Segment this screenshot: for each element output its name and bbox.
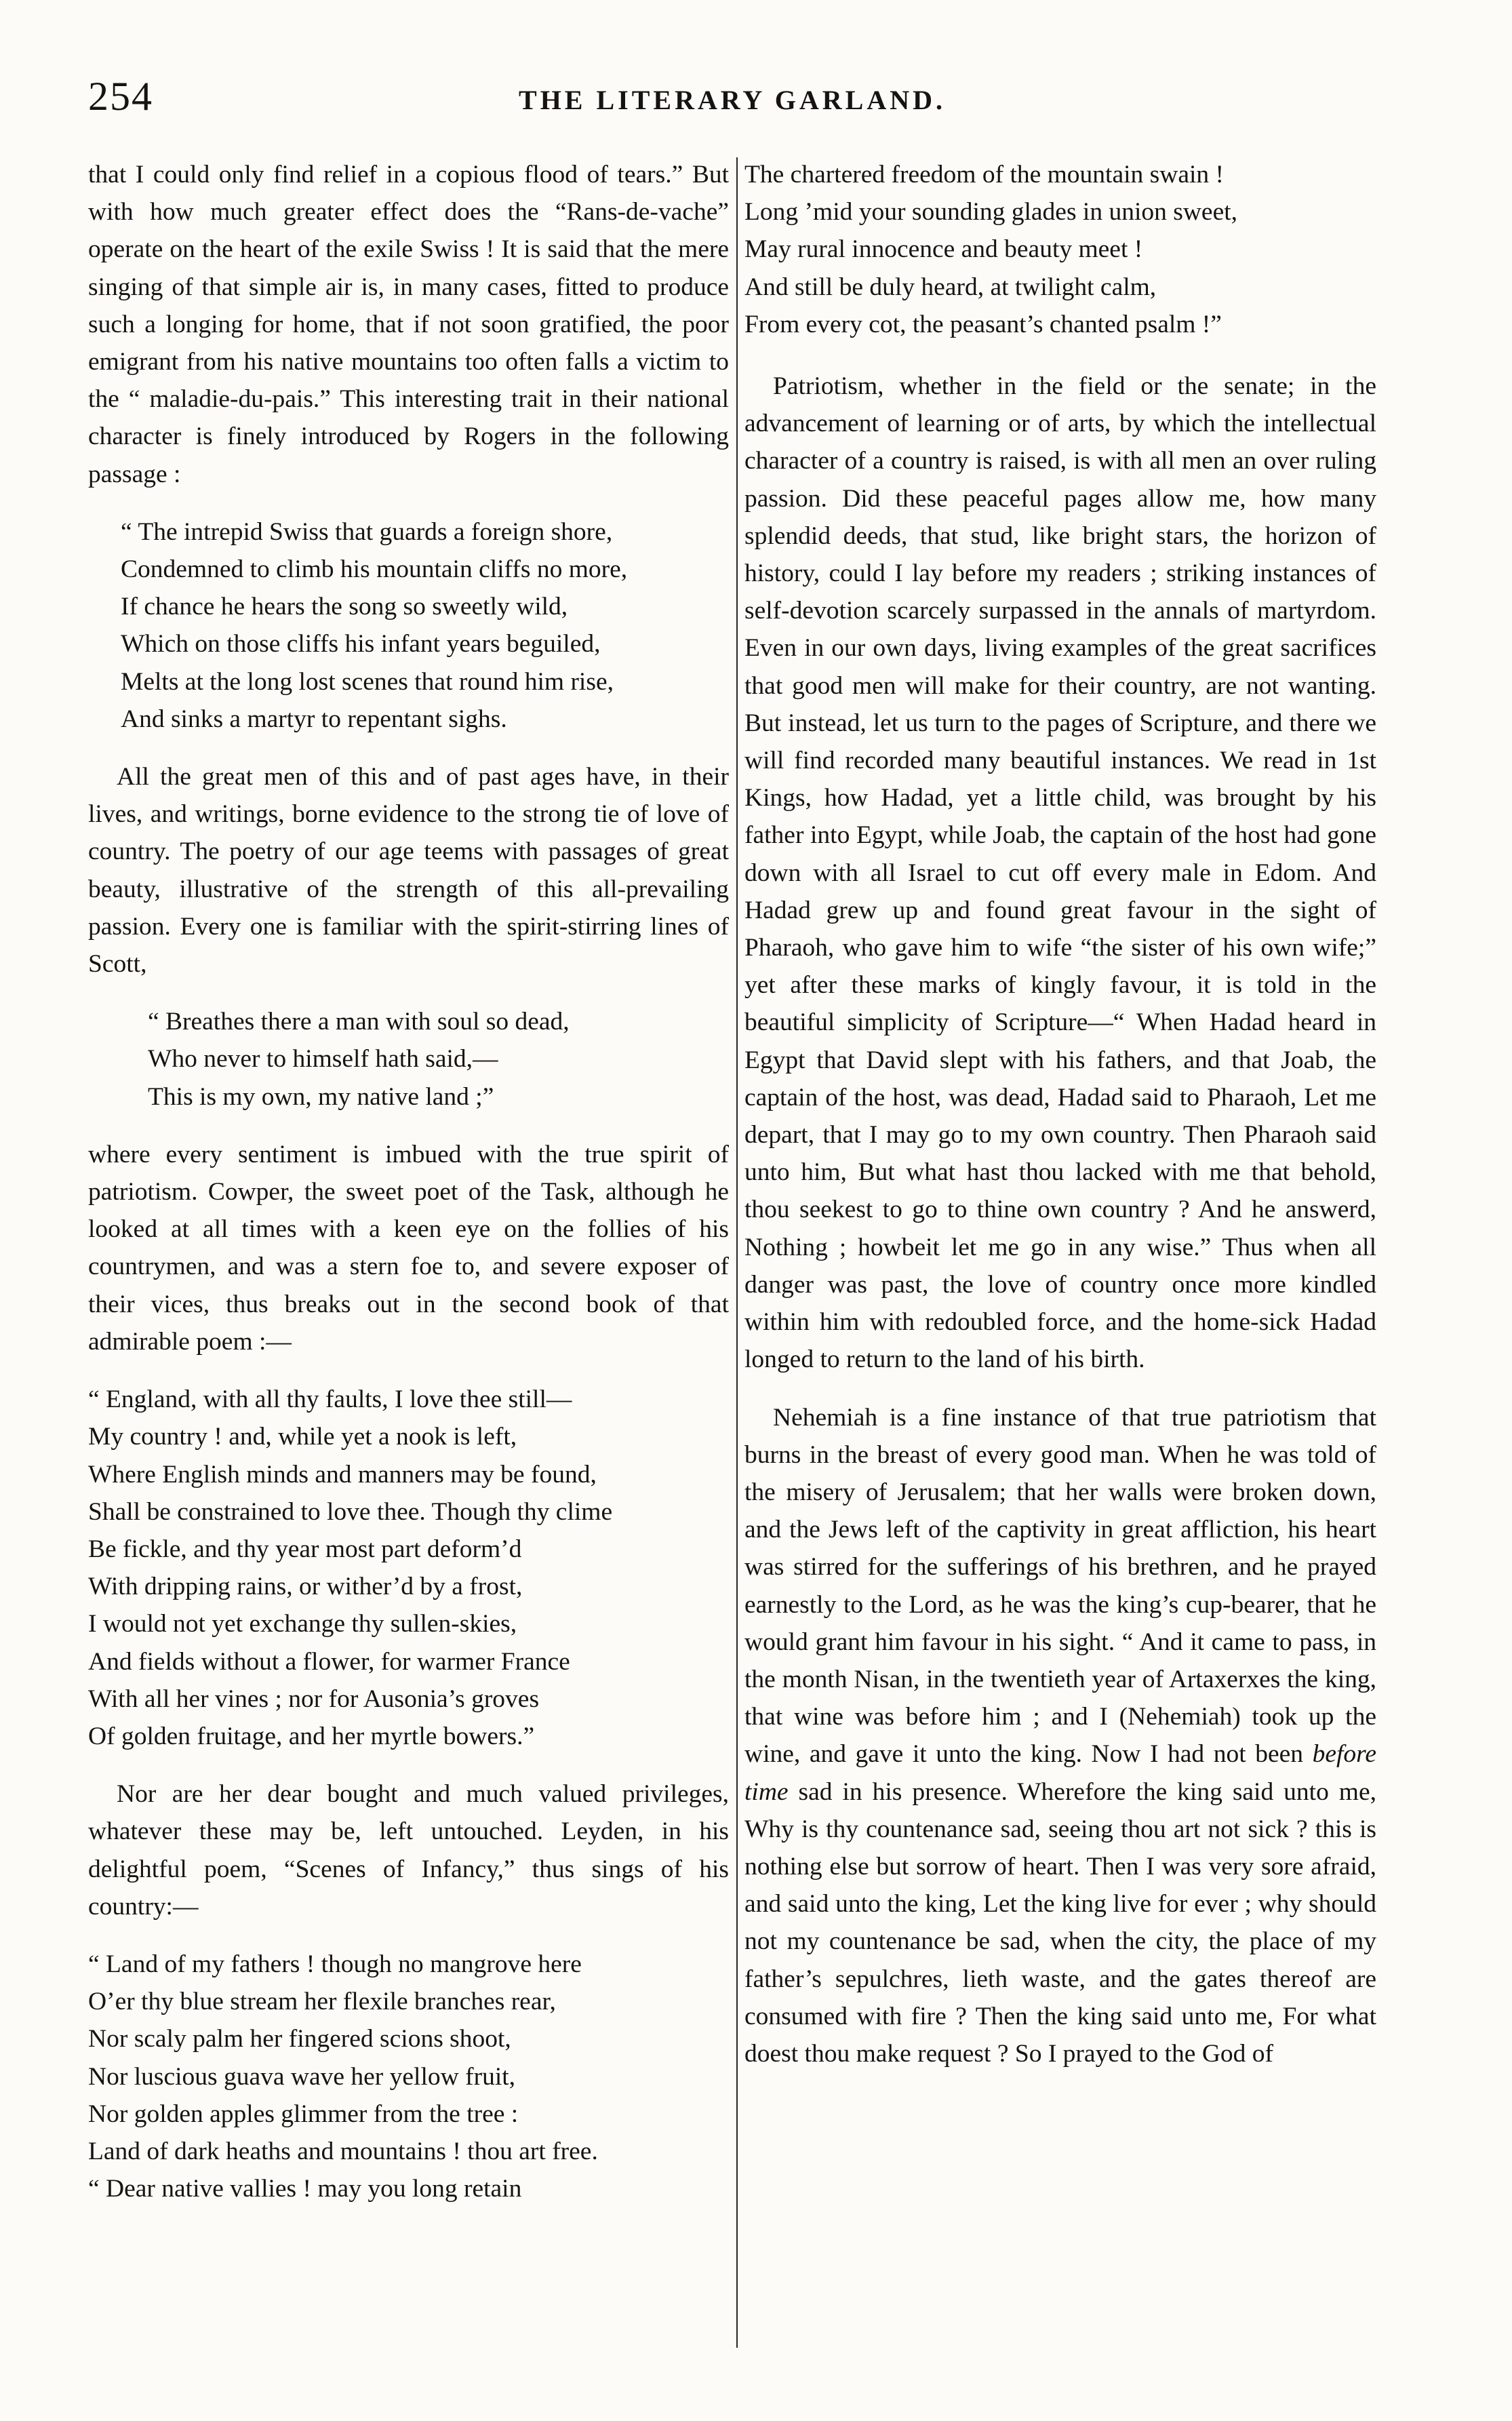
verse-scott: [88, 1003, 729, 1116]
paragraph: Patriotism, whether in the field or the senate; in the advancement of learning or of arts, by which the intellectual character of a country is raised, is with all men an over ruling passion. Did these peaceful pages allow me, how many splendid deeds, that stud, like bright stars, the horizon of history, could I lay before my readers ; striking instances of self-devotion scarcely surpassed in the annals of martyrdom. Even in our own days, living examples of the great sacrifices that good men will make for their country, are not wanting. But instead, let us turn to the pages of Scripture, and there we will find recorded many beautiful instances. We read in 1st Kings, how Hadad, yet a little child, was brought by his father into Egypt, while Joab, the captain of the host had gone down with all Israel to cut off every male in Edom. And Hadad grew up and found great favour in the sight of Pharaoh, who gave him to wife “the sister of his own wife;” yet after these marks of kingly favour, it is told in the beautiful simplicity of Scripture—“ When Hadad heard in Egypt that David slept with his fathers, and that Joab, the captain of the host, was dead, Hadad said to Pharaoh, Let me depart, that I may go to my own country. Then Pharaoh said unto him, But what hast thou lacked with me that behold, thou seekest to go to thine own country ? And he answerd, Nothing ; howbeit let me go in any wise.” Thus when all danger was past, the love of country once more kindled within him with redoubled force, and the home-sick Hadad longed to return to the land of his birth.: [744, 372, 1376, 1374]
verse-leyden: [88, 1946, 729, 2207]
verse-line: Shall be constrained to love thee. Though thy clime: [88, 1497, 613, 1526]
verse-rogers: [88, 513, 729, 738]
column-divider: [736, 157, 738, 2348]
verse-line: Condemned to climb his mountain cliffs no more,: [121, 555, 628, 584]
paragraph: Nor are her dear bought and much valued privileges, whatever these may be, left untouched. Leyden, in his delightful poem, “Scenes of Infancy,” thus sings of his country:—: [88, 1780, 729, 1921]
paragraph-text: sad in his presence. Wherefore the king said unto me, Why is thy countenance sad, seeing thou art not sick ? this is nothing else but sorrow of heart. Then I was very sore afraid, and said unto the king, Let the king live for ever ; why should not my countenance be sad, when the city, the place of my father’s sepulchres, lieth waste, and the gates thereof are consumed with fire ? Then the king said unto me, For what doest thou make request ? So I prayed to the God of: [744, 1777, 1376, 2068]
verse-line: O’er thy blue stream her flexile branches rear,: [88, 1988, 556, 2016]
verse-line: Who never to himself hath said,—: [148, 1045, 498, 1074]
verse-line: Where English minds and manners may be found,: [88, 1460, 597, 1489]
verse-line: And sinks a martyr to repentant sighs.: [121, 705, 507, 733]
verse-line: And still be duly heard, at twilight calm,: [744, 273, 1157, 301]
page-header: [88, 73, 1376, 121]
paragraph: [744, 1399, 1376, 2073]
verse-leyden-continued: [744, 156, 1376, 343]
verse-line: Which on those cliffs his infant years beguiled,: [121, 630, 601, 658]
verse-line: My country ! and, while yet a nook is left,: [88, 1423, 517, 1451]
verse-line: This is my own, my native land ;”: [148, 1082, 494, 1111]
verse-line: I would not yet exchange thy sullen-skies,: [88, 1610, 517, 1638]
verse-line: “ England, with all thy faults, I love thee still—: [88, 1385, 572, 1414]
paragraph: All the great men of this and of past ages have, in their lives, and writings, borne evidence to the strong tie of love of country. The poetry of our age teems with passages of great beauty, illustrative of the strength of this all-prevailing passion. Every one is familiar with the spirit-stirring lines of Scott,: [88, 763, 729, 979]
verse-line: Of golden fruitage, and her myrtle bowers.”: [88, 1722, 535, 1750]
verse-line: “ Dear native vallies ! may you long retain: [88, 2175, 522, 2203]
paragraph-text: Nehemiah is a fine instance of that true patriotism that burns in the breast of every good man. When he was told of the misery of Jerusalem; that her walls were broken down, and the Jews left of the captivity in great affliction, his heart was stirred for the sufferings of his brethren, and he prayed earnestly to the Lord, as he was the king’s cup-bearer, that he would grant him favour in his sight. “ And it came to pass, in the month Nisan, in the twentieth year of Artaxerxes the king, that wine was before him ; and I (Nehemiah) took up the wine, and gave it unto the king. Now I had not been: [744, 1403, 1376, 1769]
running-title: THE LITERARY GARLAND.: [519, 85, 946, 115]
verse-line: If chance he hears the song so sweetly wild,: [121, 593, 568, 621]
verse-line: Land of dark heaths and mountains ! thou art free.: [88, 2137, 598, 2165]
verse-line: Be fickle, and thy year most part deform’d: [88, 1535, 522, 1563]
verse-line: From every cot, the peasant’s chanted psalm !”: [744, 310, 1222, 338]
verse-line: The chartered freedom of the mountain swain !: [744, 161, 1225, 189]
verse-line: With all her vines ; nor for Ausonia’s groves: [88, 1685, 540, 1713]
paragraph: where every sentiment is imbued with the true spirit of patriotism. Cowper, the sweet poet of the Task, although he looked at all times with a keen eye on the follies of his countrymen, and was a stern foe to, and severe exposer of their vices, thus breaks out in the second book of that admirable poem :—: [88, 1140, 729, 1356]
verse-line: Long ’mid your sounding glades in union sweet,: [744, 198, 1238, 227]
verse-line: “ The intrepid Swiss that guards a foreign shore,: [121, 517, 613, 546]
verse-line: Nor golden apples glimmer from the tree :: [88, 2100, 519, 2128]
verse-line: “ Land of my fathers ! though no mangrove here: [88, 1950, 582, 1978]
verse-line: Melts at the long lost scenes that round him rise,: [121, 667, 614, 696]
left-column: [88, 156, 729, 2228]
italic-phrase: before time: [744, 1740, 1376, 1806]
verse-line: And fields without a flower, for warmer France: [88, 1647, 570, 1676]
right-column: [744, 156, 1376, 2072]
verse-line: Nor luscious guava wave her yellow fruit,: [88, 2062, 516, 2091]
verse-line: Nor scaly palm her fingered scions shoot,: [88, 2025, 511, 2053]
verse-cowper: [88, 1381, 729, 1755]
paragraph-gap: [744, 1379, 1376, 1399]
verse-line: With dripping rains, or wither’d by a frost,: [88, 1573, 523, 1601]
verse-line: May rural innocence and beauty meet !: [744, 235, 1143, 264]
page-number: 254: [88, 74, 153, 119]
verse-line: “ Breathes there a man with soul so dead,: [148, 1008, 570, 1036]
paragraph: that I could only find relief in a copious flood of tears.” But with how much greater effect does the “Rans-de-vache” operate on the heart of the exile Swiss ! It is said that the mere singing of that simple air is, in many cases, fitted to produce such a longing for home, that if not soon gratified, the poor emigrant from his native mountains too often falls a victim to the “ maladie-du-pais.” This interesting trait in their national character is finely introduced by Rogers in the following passage :: [88, 161, 729, 488]
